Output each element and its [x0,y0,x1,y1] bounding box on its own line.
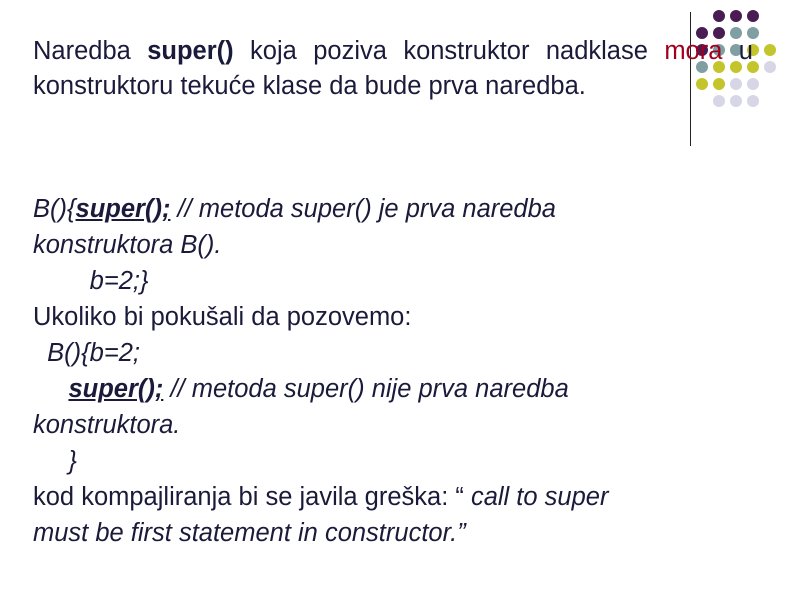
code-line-6 [33,371,773,407]
code-line-7: konstruktora. [33,411,181,439]
code-super-call-1: super(); [75,195,171,223]
code-super-call-2: super(); [68,375,164,403]
intro-text-1: Naredba [33,37,148,65]
code-line-10: must be first statement in constructor.” [33,519,466,547]
code-line-5: B(){b=2; [33,339,141,367]
decorative-dot [764,44,776,56]
code-line-4: Ukoliko bi pokušali da pozovemo: [33,303,412,331]
code-comment-2: // metoda super() nije prva naredba [163,375,569,403]
intro-mora-emphasis: mora [664,37,723,65]
intro-text-3: u konstruktoru tekuće klase da bude prva naredba. [33,37,753,100]
code-line-6-indent [33,375,68,403]
decorative-dot [713,10,725,22]
code-line-8: } [33,447,77,475]
error-message-1: call to super [470,483,609,511]
error-text-start: kod kompajliranja bi se javila greška: “ [33,483,471,511]
code-line-3: b=2;} [33,267,149,295]
code-line-9 [33,479,773,515]
code-line-1-start: B(){ [33,195,76,223]
decorative-dot [747,10,759,22]
code-line-2: konstruktora B(). [33,231,222,259]
intro-super-keyword: super() [147,37,234,65]
code-line-1 [33,191,773,227]
intro-text-2: koja poziva konstruktor nadklase [233,37,665,65]
intro-paragraph [33,34,753,104]
decorative-dot [730,10,742,22]
code-example-block [33,191,773,551]
code-comment-1: // metoda super() je prva naredba [170,195,556,223]
decorative-dot [764,61,776,73]
